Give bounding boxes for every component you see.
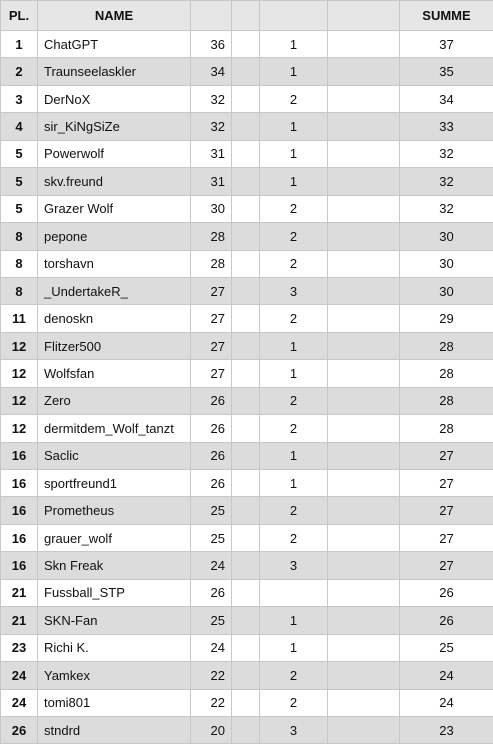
- bonus-cell[interactable]: 2: [260, 223, 328, 250]
- points-cell[interactable]: 34: [191, 58, 232, 85]
- table-row[interactable]: [1, 85, 493, 112]
- total-cell[interactable]: 27: [400, 497, 493, 524]
- bonus-cell[interactable]: [260, 579, 328, 606]
- table-row[interactable]: [1, 360, 493, 387]
- bonus-cell[interactable]: 2: [260, 662, 328, 689]
- bonus-cell[interactable]: 1: [260, 140, 328, 167]
- name-cell[interactable]: SKN-Fan: [38, 607, 191, 634]
- total-cell[interactable]: 34: [400, 85, 493, 112]
- total-cell[interactable]: 25: [400, 634, 493, 661]
- table-row[interactable]: [1, 662, 493, 689]
- bonus-cell[interactable]: 2: [260, 524, 328, 551]
- empty-cell[interactable]: [328, 497, 400, 524]
- name-cell[interactable]: Fussball_STP: [38, 579, 191, 606]
- rank-cell[interactable]: 24: [1, 662, 38, 689]
- points-cell[interactable]: 32: [191, 113, 232, 140]
- table-row[interactable]: [1, 168, 493, 195]
- empty-cell[interactable]: [328, 634, 400, 661]
- empty-cell[interactable]: [232, 497, 260, 524]
- table-row[interactable]: [1, 31, 493, 58]
- table-row[interactable]: [1, 579, 493, 606]
- empty-cell[interactable]: [232, 168, 260, 195]
- total-cell[interactable]: 23: [400, 716, 493, 743]
- table-row[interactable]: [1, 497, 493, 524]
- total-cell[interactable]: 28: [400, 332, 493, 359]
- total-cell[interactable]: 32: [400, 195, 493, 222]
- empty-cell[interactable]: [328, 689, 400, 716]
- empty-cell[interactable]: [328, 470, 400, 497]
- total-cell[interactable]: 35: [400, 58, 493, 85]
- empty-cell[interactable]: [328, 31, 400, 58]
- bonus-cell[interactable]: 1: [260, 360, 328, 387]
- empty-cell[interactable]: [328, 716, 400, 743]
- rank-cell[interactable]: 5: [1, 140, 38, 167]
- total-cell[interactable]: 30: [400, 277, 493, 304]
- name-cell[interactable]: ChatGPT: [38, 31, 191, 58]
- bonus-cell[interactable]: 2: [260, 305, 328, 332]
- rank-cell[interactable]: 8: [1, 277, 38, 304]
- empty-cell[interactable]: [232, 250, 260, 277]
- empty-cell[interactable]: [232, 113, 260, 140]
- empty-cell[interactable]: [232, 662, 260, 689]
- rank-cell[interactable]: 12: [1, 332, 38, 359]
- name-cell[interactable]: Richi K.: [38, 634, 191, 661]
- name-cell[interactable]: Powerwolf: [38, 140, 191, 167]
- total-cell[interactable]: 28: [400, 387, 493, 414]
- header-points[interactable]: [191, 1, 232, 31]
- total-cell[interactable]: 24: [400, 689, 493, 716]
- rank-cell[interactable]: 12: [1, 415, 38, 442]
- total-cell[interactable]: 26: [400, 579, 493, 606]
- empty-cell[interactable]: [232, 689, 260, 716]
- empty-cell[interactable]: [232, 195, 260, 222]
- table-row[interactable]: [1, 552, 493, 579]
- table-header-row: [1, 1, 493, 31]
- total-cell[interactable]: 26: [400, 607, 493, 634]
- total-cell[interactable]: 27: [400, 524, 493, 551]
- name-cell[interactable]: grauer_wolf: [38, 524, 191, 551]
- points-cell[interactable]: 26: [191, 415, 232, 442]
- empty-cell[interactable]: [328, 250, 400, 277]
- points-cell[interactable]: 28: [191, 250, 232, 277]
- rank-cell[interactable]: 16: [1, 470, 38, 497]
- points-cell[interactable]: 22: [191, 689, 232, 716]
- rank-cell[interactable]: 24: [1, 689, 38, 716]
- bonus-cell[interactable]: 1: [260, 332, 328, 359]
- empty-cell[interactable]: [232, 140, 260, 167]
- table-row[interactable]: [1, 58, 493, 85]
- table-row[interactable]: [1, 607, 493, 634]
- points-cell[interactable]: 31: [191, 168, 232, 195]
- empty-cell[interactable]: [232, 552, 260, 579]
- name-cell[interactable]: pepone: [38, 223, 191, 250]
- points-cell[interactable]: 25: [191, 607, 232, 634]
- empty-cell[interactable]: [232, 415, 260, 442]
- bonus-cell[interactable]: 3: [260, 552, 328, 579]
- points-cell[interactable]: 32: [191, 85, 232, 112]
- name-cell[interactable]: Zero: [38, 387, 191, 414]
- total-cell[interactable]: 28: [400, 415, 493, 442]
- empty-cell[interactable]: [232, 85, 260, 112]
- table-row[interactable]: [1, 250, 493, 277]
- total-cell[interactable]: 27: [400, 442, 493, 469]
- table-row[interactable]: [1, 332, 493, 359]
- name-cell[interactable]: Yamkex: [38, 662, 191, 689]
- rank-cell[interactable]: 12: [1, 360, 38, 387]
- table-row[interactable]: [1, 387, 493, 414]
- points-cell[interactable]: 30: [191, 195, 232, 222]
- rank-cell[interactable]: 23: [1, 634, 38, 661]
- points-cell[interactable]: 28: [191, 223, 232, 250]
- table-row[interactable]: [1, 113, 493, 140]
- points-cell[interactable]: 24: [191, 552, 232, 579]
- empty-cell[interactable]: [232, 607, 260, 634]
- header-total[interactable]: SUMME: [400, 1, 493, 31]
- bonus-cell[interactable]: 1: [260, 634, 328, 661]
- table-row[interactable]: [1, 524, 493, 551]
- points-cell[interactable]: 20: [191, 716, 232, 743]
- table-row[interactable]: [1, 277, 493, 304]
- empty-cell[interactable]: [232, 332, 260, 359]
- name-cell[interactable]: _UndertakeR_: [38, 277, 191, 304]
- bonus-cell[interactable]: 1: [260, 168, 328, 195]
- bonus-cell[interactable]: 2: [260, 387, 328, 414]
- table-row[interactable]: [1, 634, 493, 661]
- points-cell[interactable]: 26: [191, 442, 232, 469]
- header-empty-1[interactable]: [232, 1, 260, 31]
- name-cell[interactable]: DerNoX: [38, 85, 191, 112]
- total-cell[interactable]: 37: [400, 31, 493, 58]
- empty-cell[interactable]: [232, 387, 260, 414]
- empty-cell[interactable]: [232, 634, 260, 661]
- total-cell[interactable]: 33: [400, 113, 493, 140]
- empty-cell[interactable]: [328, 360, 400, 387]
- name-cell[interactable]: denoskn: [38, 305, 191, 332]
- name-cell[interactable]: sportfreund1: [38, 470, 191, 497]
- rank-cell[interactable]: 16: [1, 497, 38, 524]
- rank-cell[interactable]: 16: [1, 524, 38, 551]
- name-cell[interactable]: dermitdem_Wolf_tanzt: [38, 415, 191, 442]
- total-cell[interactable]: 30: [400, 223, 493, 250]
- rank-cell[interactable]: 11: [1, 305, 38, 332]
- rank-cell[interactable]: 3: [1, 85, 38, 112]
- bonus-cell[interactable]: 2: [260, 497, 328, 524]
- empty-cell[interactable]: [328, 442, 400, 469]
- empty-cell[interactable]: [328, 195, 400, 222]
- bonus-cell[interactable]: 1: [260, 113, 328, 140]
- empty-cell[interactable]: [328, 85, 400, 112]
- name-cell[interactable]: Saclic: [38, 442, 191, 469]
- empty-cell[interactable]: [232, 58, 260, 85]
- empty-cell[interactable]: [328, 332, 400, 359]
- empty-cell[interactable]: [232, 470, 260, 497]
- name-cell[interactable]: skv.freund: [38, 168, 191, 195]
- empty-cell[interactable]: [232, 223, 260, 250]
- rank-cell[interactable]: 1: [1, 31, 38, 58]
- total-cell[interactable]: 32: [400, 140, 493, 167]
- bonus-cell[interactable]: 1: [260, 31, 328, 58]
- table-row[interactable]: [1, 716, 493, 743]
- empty-cell[interactable]: [232, 716, 260, 743]
- bonus-cell[interactable]: 3: [260, 277, 328, 304]
- bonus-cell[interactable]: 1: [260, 470, 328, 497]
- points-cell[interactable]: 26: [191, 579, 232, 606]
- rank-cell[interactable]: 8: [1, 223, 38, 250]
- points-cell[interactable]: 27: [191, 360, 232, 387]
- points-cell[interactable]: 27: [191, 277, 232, 304]
- bonus-cell[interactable]: 1: [260, 607, 328, 634]
- name-cell[interactable]: Wolfsfan: [38, 360, 191, 387]
- points-cell[interactable]: 24: [191, 634, 232, 661]
- name-cell[interactable]: tomi801: [38, 689, 191, 716]
- empty-cell[interactable]: [328, 579, 400, 606]
- empty-cell[interactable]: [328, 140, 400, 167]
- rank-cell[interactable]: 2: [1, 58, 38, 85]
- name-cell[interactable]: sir_KiNgSiZe: [38, 113, 191, 140]
- total-cell[interactable]: 32: [400, 168, 493, 195]
- empty-cell[interactable]: [328, 58, 400, 85]
- empty-cell[interactable]: [232, 579, 260, 606]
- empty-cell[interactable]: [232, 31, 260, 58]
- table-row[interactable]: [1, 415, 493, 442]
- total-cell[interactable]: 30: [400, 250, 493, 277]
- points-cell[interactable]: 27: [191, 332, 232, 359]
- bonus-cell[interactable]: 2: [260, 689, 328, 716]
- header-bonus[interactable]: [260, 1, 328, 31]
- name-cell[interactable]: Skn Freak: [38, 552, 191, 579]
- rank-cell[interactable]: 21: [1, 579, 38, 606]
- rank-cell[interactable]: 12: [1, 387, 38, 414]
- empty-cell[interactable]: [328, 277, 400, 304]
- total-cell[interactable]: 27: [400, 552, 493, 579]
- bonus-cell[interactable]: 1: [260, 442, 328, 469]
- header-empty-2[interactable]: [328, 1, 400, 31]
- name-cell[interactable]: stndrd: [38, 716, 191, 743]
- name-cell[interactable]: Grazer Wolf: [38, 195, 191, 222]
- bonus-cell[interactable]: 2: [260, 85, 328, 112]
- empty-cell[interactable]: [232, 277, 260, 304]
- total-cell[interactable]: 28: [400, 360, 493, 387]
- points-cell[interactable]: 36: [191, 31, 232, 58]
- rank-cell[interactable]: 21: [1, 607, 38, 634]
- empty-cell[interactable]: [328, 415, 400, 442]
- rank-cell[interactable]: 26: [1, 716, 38, 743]
- header-name[interactable]: NAME: [38, 1, 191, 31]
- empty-cell[interactable]: [328, 305, 400, 332]
- empty-cell[interactable]: [328, 387, 400, 414]
- empty-cell[interactable]: [328, 662, 400, 689]
- name-cell[interactable]: Prometheus: [38, 497, 191, 524]
- total-cell[interactable]: 27: [400, 470, 493, 497]
- points-cell[interactable]: 26: [191, 470, 232, 497]
- table-row[interactable]: [1, 305, 493, 332]
- table-row[interactable]: [1, 442, 493, 469]
- empty-cell[interactable]: [328, 223, 400, 250]
- rank-cell[interactable]: 16: [1, 552, 38, 579]
- table-row[interactable]: [1, 470, 493, 497]
- total-cell[interactable]: 24: [400, 662, 493, 689]
- total-cell[interactable]: 29: [400, 305, 493, 332]
- points-cell[interactable]: 25: [191, 524, 232, 551]
- empty-cell[interactable]: [328, 168, 400, 195]
- header-rank[interactable]: PL.: [1, 1, 38, 31]
- empty-cell[interactable]: [328, 524, 400, 551]
- empty-cell[interactable]: [232, 360, 260, 387]
- points-cell[interactable]: 31: [191, 140, 232, 167]
- empty-cell[interactable]: [328, 607, 400, 634]
- points-cell[interactable]: 25: [191, 497, 232, 524]
- name-cell[interactable]: Traunseelaskler: [38, 58, 191, 85]
- name-cell[interactable]: Flitzer500: [38, 332, 191, 359]
- points-cell[interactable]: 27: [191, 305, 232, 332]
- points-cell[interactable]: 26: [191, 387, 232, 414]
- name-cell[interactable]: torshavn: [38, 250, 191, 277]
- bonus-cell[interactable]: 3: [260, 716, 328, 743]
- rank-cell[interactable]: 8: [1, 250, 38, 277]
- points-cell[interactable]: 22: [191, 662, 232, 689]
- empty-cell[interactable]: [232, 442, 260, 469]
- empty-cell[interactable]: [328, 113, 400, 140]
- empty-cell[interactable]: [232, 524, 260, 551]
- empty-cell[interactable]: [232, 305, 260, 332]
- bonus-cell[interactable]: 1: [260, 58, 328, 85]
- rank-cell[interactable]: 5: [1, 168, 38, 195]
- bonus-cell[interactable]: 2: [260, 250, 328, 277]
- rank-cell[interactable]: 4: [1, 113, 38, 140]
- table-row[interactable]: [1, 140, 493, 167]
- table-row[interactable]: [1, 195, 493, 222]
- rank-cell[interactable]: 5: [1, 195, 38, 222]
- rank-cell[interactable]: 16: [1, 442, 38, 469]
- empty-cell[interactable]: [328, 552, 400, 579]
- table-row[interactable]: [1, 223, 493, 250]
- table-row[interactable]: [1, 689, 493, 716]
- bonus-cell[interactable]: 2: [260, 415, 328, 442]
- bonus-cell[interactable]: 2: [260, 195, 328, 222]
